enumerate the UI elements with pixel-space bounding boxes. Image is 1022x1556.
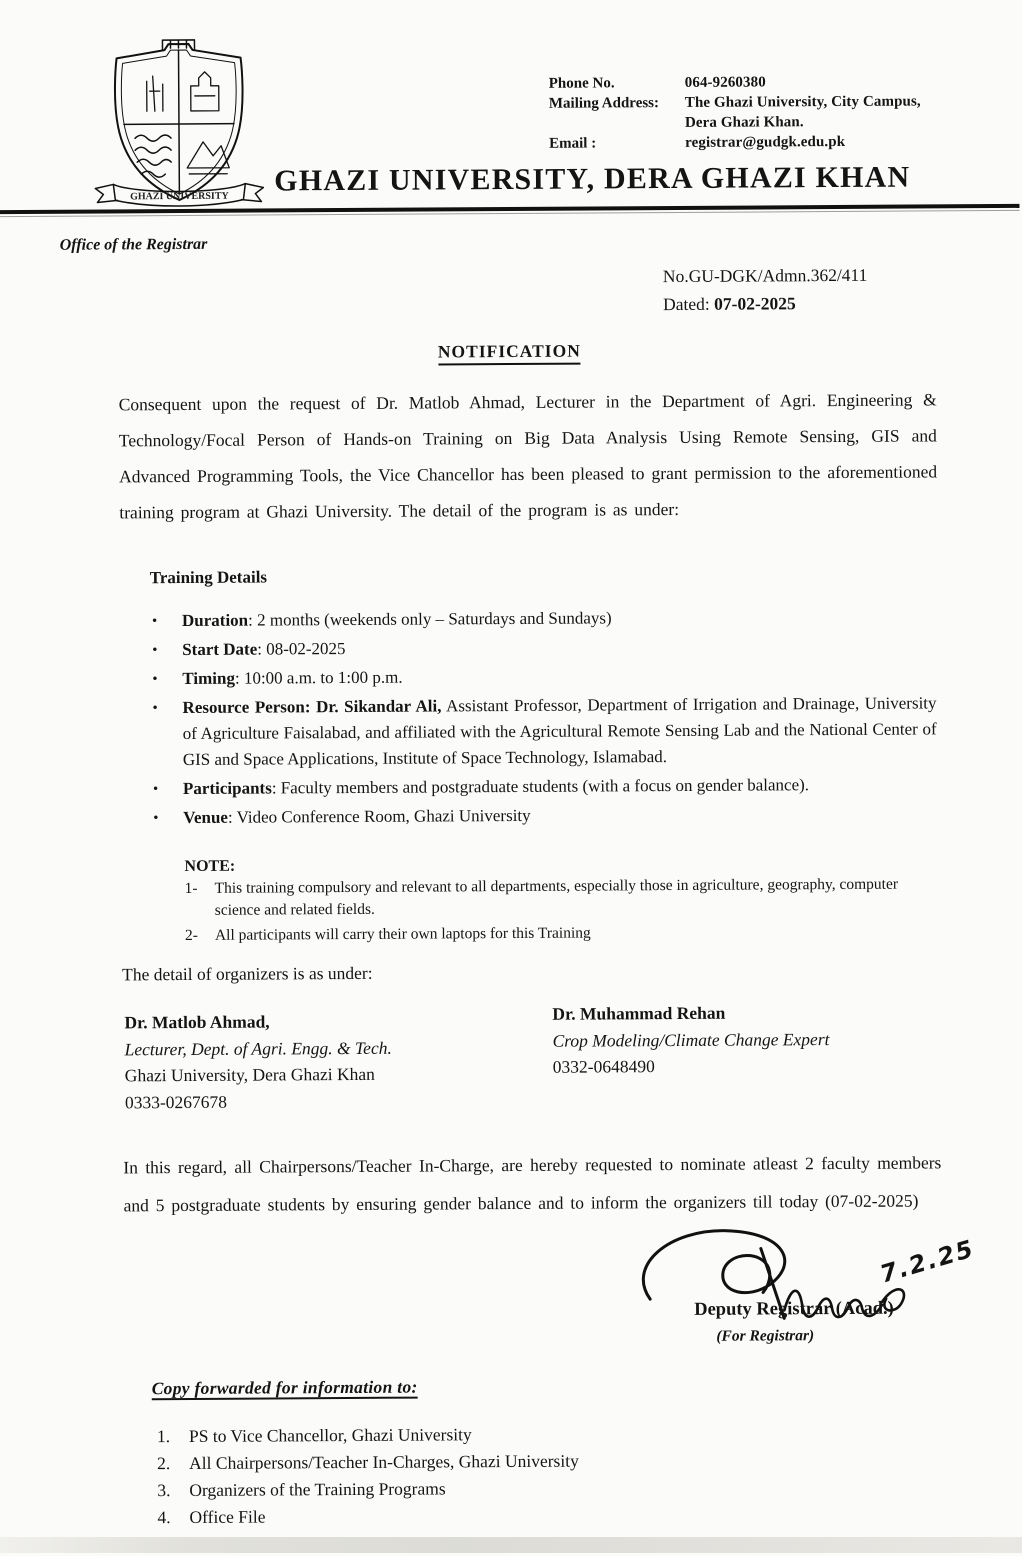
copy-forwarded-list: [157, 1420, 758, 1532]
bullet-value: : 08-02-2025: [257, 639, 345, 659]
phone-label: Phone No.: [549, 73, 681, 94]
reference-block: [663, 261, 868, 318]
contact-row-email: [549, 131, 939, 153]
note-section: [184, 853, 933, 950]
copy-item-3: [157, 1474, 757, 1505]
contact-block: [549, 71, 939, 153]
bullet-text: [182, 661, 936, 692]
copy-item-1: [157, 1420, 757, 1451]
organizer-title: Crop Modeling/Climate Change Expert: [552, 1026, 829, 1054]
email-label: Email :: [549, 133, 681, 154]
copy-item-number: 4.: [157, 1504, 189, 1531]
bullet-icon: •: [150, 666, 182, 692]
bullet-value: : Video Conference Room, Ghazi University: [228, 806, 531, 827]
bullet-icon: •: [151, 776, 183, 802]
mailing-label: Mailing Address:: [549, 93, 681, 134]
reference-date-line: [663, 289, 868, 318]
signatory-title: Deputy Registrar (Acad.): [694, 1299, 894, 1321]
note-item-text: All participants will carry their own laptops for this Training: [215, 920, 933, 946]
signatory-subtitle: (For Registrar): [716, 1327, 814, 1346]
university-title: GHAZI UNIVERSITY, DERA GHAZI KHAN: [237, 160, 947, 198]
reference-number: No.GU-DGK/Admn.362/411: [663, 261, 868, 290]
organizer-org: Ghazi University, Dera Ghazi Khan: [125, 1061, 392, 1089]
bullet-text: [183, 771, 937, 802]
bullet-resource-person: [150, 690, 936, 773]
copy-item-number: 2.: [157, 1450, 189, 1477]
bullet-icon: •: [150, 637, 182, 663]
copy-item-4: [157, 1501, 757, 1532]
bullet-label: Start Date: [182, 640, 257, 659]
bullet-text: [183, 800, 937, 831]
note-heading: NOTE:: [184, 853, 932, 876]
bullet-icon: •: [150, 608, 182, 634]
organizer-phone: 0333-0267678: [125, 1087, 392, 1115]
note-item-2: [185, 920, 933, 947]
dated-label: Dated:: [663, 294, 714, 314]
bullet-start-date: [150, 632, 936, 663]
bullet-label: Timing: [182, 669, 235, 688]
contact-row-phone: [549, 71, 939, 93]
note-item-1: [185, 873, 933, 922]
copy-item-2: [157, 1447, 757, 1478]
bullet-label: Participants: [183, 778, 272, 798]
organizer-phone: 0332-0648490: [553, 1052, 830, 1080]
bullet-label: Duration: [182, 611, 248, 630]
bullet-value: : 10:00 a.m. to 1:00 p.m.: [235, 668, 403, 688]
dated-value: 07-02-2025: [714, 293, 796, 313]
copy-item-text: Office File: [189, 1501, 757, 1531]
bullet-timing: [150, 661, 936, 692]
copy-item-text: PS to Vice Chancellor, Ghazi University: [189, 1420, 757, 1450]
organizers-intro: The detail of organizers is as under:: [122, 963, 373, 986]
bullet-icon: •: [150, 695, 182, 773]
bullet-duration: [150, 603, 936, 634]
closing-paragraph: In this regard, all Chairpersons/Teacher In-Charge, are hereby requested to nominate atleast 2 faculty members and 5 postgraduate students by ensuring gender balance and to inform the organizers till today (07-02-2025): [123, 1143, 941, 1224]
intro-paragraph: Consequent upon the request of Dr. Matlob Ahmad, Lecturer in the Department of Agri. Engineering & Technology/Focal Person of Hands-on Training on Big Data Analysis Using Remote Sensing, GIS and Advanced Programming Tools, the Vice Chancellor has been pleased to grant permission to the aforementioned training program at Ghazi University. The detail of the program is as under:: [119, 381, 938, 530]
bullet-label: Resource Person: Dr. Sikandar Ali,: [182, 696, 441, 717]
bullet-participants: [151, 771, 937, 802]
signature-handwritten-date: 7.2.25: [877, 1234, 978, 1288]
copy-item-text: All Chairpersons/Teacher In-Charges, Ghazi University: [189, 1447, 757, 1477]
notification-heading-wrap: [0, 338, 1020, 365]
bullet-text: [182, 690, 936, 773]
contact-row-mailing: [549, 91, 939, 133]
organizer-muhammad-rehan: [552, 999, 829, 1080]
training-bullet-list: [150, 603, 937, 834]
scan-artifact-band: [0, 1537, 1022, 1553]
copy-item-number: 1.: [157, 1423, 189, 1450]
organizer-title: Lecturer, Dept. of Agri. Engg. & Tech.: [125, 1034, 392, 1062]
copy-item-text: Organizers of the Training Programs: [189, 1474, 757, 1504]
bullet-value: Assistant Professor, Department of Irrigation and Drainage, University of Agriculture Faisalabad, and affiliated with the Agricultural Remote Sensing Lab and the National Center of GIS and Space Applications, Institute of Space Technology, Islamabad.: [183, 693, 937, 769]
note-item-text: This training compulsory and relevant to all departments, especially those in agriculture, geography, computer science and related fields.: [215, 873, 933, 921]
organizer-name: Dr. Matlob Ahmad,: [124, 1008, 391, 1036]
bullet-label: Venue: [183, 808, 228, 827]
bullet-text: [182, 603, 936, 634]
mailing-value: The Ghazi University, City Campus, Dera Ghazi Khan.: [685, 91, 939, 133]
organizer-matlob-ahmad: [124, 1008, 392, 1116]
phone-value: 064-9260380: [685, 71, 939, 93]
crest-banner-text: GHAZI UNIVERSITY: [130, 191, 229, 203]
bullet-venue: [151, 800, 937, 831]
copy-forwarded-heading: Copy forwarded for information to:: [152, 1377, 418, 1400]
notification-heading: NOTIFICATION: [438, 341, 581, 366]
bullet-text: [182, 632, 936, 663]
bullet-value: : 2 months (weekends only – Saturdays and Sundays): [248, 608, 612, 629]
bullet-value: : Faculty members and postgraduate students (with a focus on gender balance).: [272, 775, 809, 797]
organizer-name: Dr. Muhammad Rehan: [552, 999, 829, 1027]
bullet-icon: •: [151, 805, 183, 831]
note-item-number: 1-: [185, 878, 215, 922]
training-details-heading: Training Details: [150, 567, 267, 588]
note-item-number: 2-: [185, 925, 215, 947]
office-of-registrar-label: Office of the Registrar: [60, 236, 208, 255]
email-value: registrar@gudgk.edu.pk: [685, 131, 939, 153]
copy-item-number: 3.: [157, 1477, 189, 1504]
